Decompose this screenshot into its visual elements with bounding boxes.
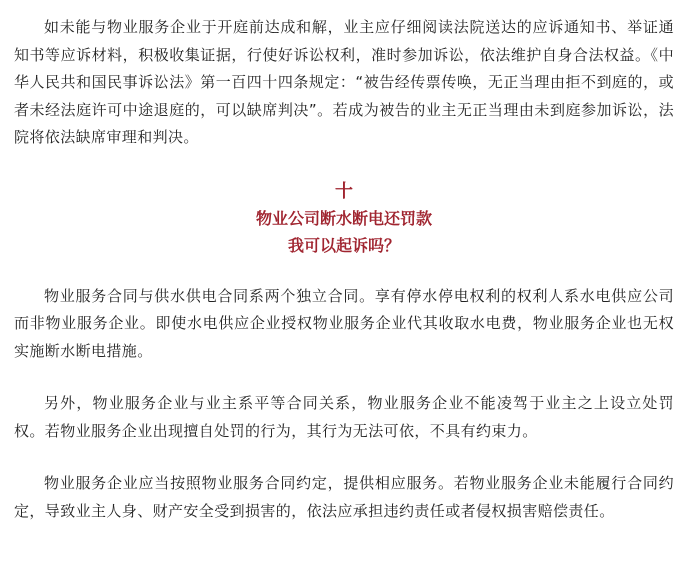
intro-paragraph: 如未能与物业服务企业于开庭前达成和解，业主应仔细阅读法院送达的应诉通知书、举证通知书等应诉材料，积极收集证据，行使好诉讼权利，准时参加诉讼，依法维护自身合法权益。《中华人民共和国民事诉讼法》第一百四十四条规定：“被告经传票传唤，无正当理由拒不到庭的，或者未经法庭许可中途退庭的，可以缺席判决”。若成为被告的业主无正当理由未到庭参加诉讼，法院将依法缺席审理和判决。 [14, 18, 674, 146]
body-paragraph-1: 物业服务合同与供水供电合同系两个独立合同。享有停水停电权利的权利人系水电供应公司而非物业服务企业。即使水电供应企业授权物业服务企业代其收取水电费，物业服务企业也无权实施断水断电措施。 [14, 286, 674, 360]
section-title-line1: 物业公司断水断电还罚款 [255, 208, 432, 228]
article-content [14, 14, 674, 525]
section-heading [14, 178, 674, 259]
section-title-line2: 我可以起诉吗？ [287, 235, 400, 255]
body-paragraph-2: 另外，物业服务企业与业主系平等合同关系，物业服务企业不能凌驾于业主之上设立处罚权。若物业服务企业出现擅自处罚的行为，其行为无法可依，不具有约束力。 [14, 394, 674, 440]
body-paragraph-3: 物业服务企业应当按照物业服务合同约定，提供相应服务。若物业服务企业未能履行合同约定，导致业主人身、财产安全受到损害的，依法应承担违约责任或者侵权损害赔偿责任。 [14, 474, 674, 520]
section-body [14, 283, 674, 526]
section-number: 十 [335, 180, 353, 202]
